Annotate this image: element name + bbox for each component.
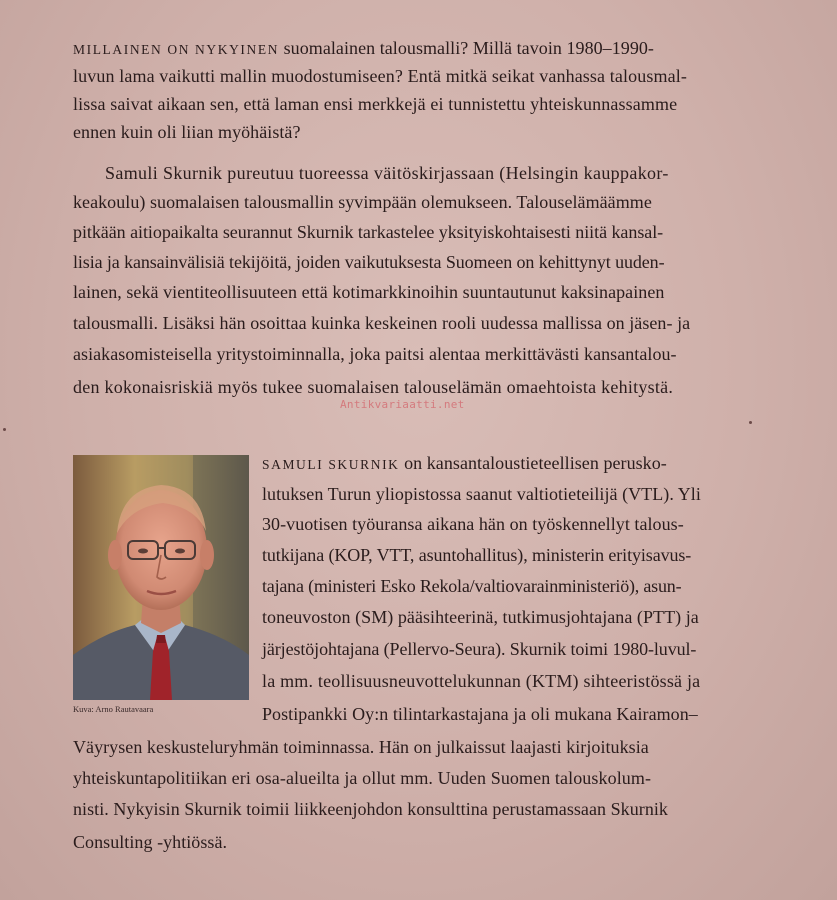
- author-line-12: nisti. Nykyisin Skurnik toimii liikkeenjohdon konsulttina perustamassaan Skurnik: [73, 799, 668, 819]
- intro-line-6: keakoulu) suomalaisen talousmallin syvimpään olemukseen. Talouselämäämme: [73, 192, 652, 212]
- author-line-5: tajana (ministeri Esko Rekola/valtiovarainministeriö), asun-: [262, 576, 682, 596]
- author-line-4: tutkijana (KOP, VTT, asuntohallitus), ministerin erityisavus-: [262, 545, 692, 565]
- intro-line-8: lisia ja kansainvälisiä tekijöitä, joiden vaikutuksesta Suomeen on kehittynyt uuden-: [73, 252, 665, 272]
- author-line-10: Väyrysen keskusteluryhmän toiminnassa. Hän on julkaissut laajasti kirjoituksia: [73, 737, 649, 757]
- author-line-8: la mm. teollisuusneuvottelukunnan (KTM) sihteeristössä ja: [262, 671, 701, 691]
- author-line-2: lutuksen Turun yliopistossa saanut valtiotieteilijä (VTL). Yli: [262, 484, 701, 504]
- intro-line-10: talousmalli. Lisäksi hän osoittaa kuinka keskeinen rooli uudessa mallissa on jäsen- ja: [73, 313, 691, 333]
- intro-line-3: lissa saivat aikaan sen, että laman ensi merkkejä ei tunnistettu yhteiskunnassamme: [73, 94, 678, 114]
- intro-lead: MILLAINEN ON NYKYINEN: [73, 42, 280, 57]
- author-line-1: [262, 451, 667, 477]
- intro-line-12: den kokonaisriskiä myös tukee suomalaisen talouselämän omaehtoista kehitystä.: [73, 377, 674, 397]
- intro-line-11: asiakasomisteisella yritystoiminnalla, joka paitsi alentaa merkittävästi kansantalou-: [73, 344, 677, 364]
- intro-line-5: Samuli Skurnik pureutuu tuoreessa väitöskirjassaan (Helsingin kauppakor-: [105, 163, 669, 183]
- author-lead: SAMULI SKURNIK: [262, 457, 400, 472]
- intro-line-9: lainen, sekä vientiteollisuuteen että kotimarkkinoihin suuntautunut kaksinapainen: [73, 282, 665, 302]
- intro-line-7: pitkään aitiopaikalta seurannut Skurnik tarkastelee yksityiskohtaisesti niitä kansal-: [73, 222, 664, 242]
- intro-text: suomalainen talousmalli? Millä tavoin 1980–1990-: [279, 38, 654, 58]
- photo-caption: Kuva: Arno Rautavaara: [73, 704, 154, 714]
- intro-line-1: [73, 36, 808, 62]
- author-line-3: 30-vuotisen työuransa aikana hän on työskennellyt talous-: [262, 514, 684, 534]
- intro-line-4: ennen kuin oli liian myöhäistä?: [73, 122, 301, 142]
- speck: [3, 428, 6, 431]
- speck: [749, 421, 752, 424]
- author-portrait-image: [73, 455, 249, 700]
- author-line-13: Consulting -yhtiössä.: [73, 832, 228, 852]
- author-line-11: yhteiskuntapolitiikan eri osa-alueilta ja ollut mm. Uuden Suomen talouskolum-: [73, 768, 652, 788]
- intro-line-2: luvun lama vaikutti mallin muodostumiseen? Entä mitkä seikat vanhassa talousmal-: [73, 66, 687, 86]
- author-line-9: Postipankki Oy:n tilintarkastajana ja oli mukana Kairamon–: [262, 704, 698, 724]
- author-line-6: toneuvoston (SM) pääsihteerinä, tutkimusjohtajana (PTT) ja: [262, 607, 699, 627]
- author-text: on kansantaloustieteellisen perusko-: [399, 453, 667, 473]
- watermark: Antikvariaatti.net: [340, 398, 465, 411]
- author-photo: [73, 455, 249, 700]
- author-line-7: järjestöjohtajana (Pellervo-Seura). Skurnik toimi 1980-luvul-: [262, 639, 697, 659]
